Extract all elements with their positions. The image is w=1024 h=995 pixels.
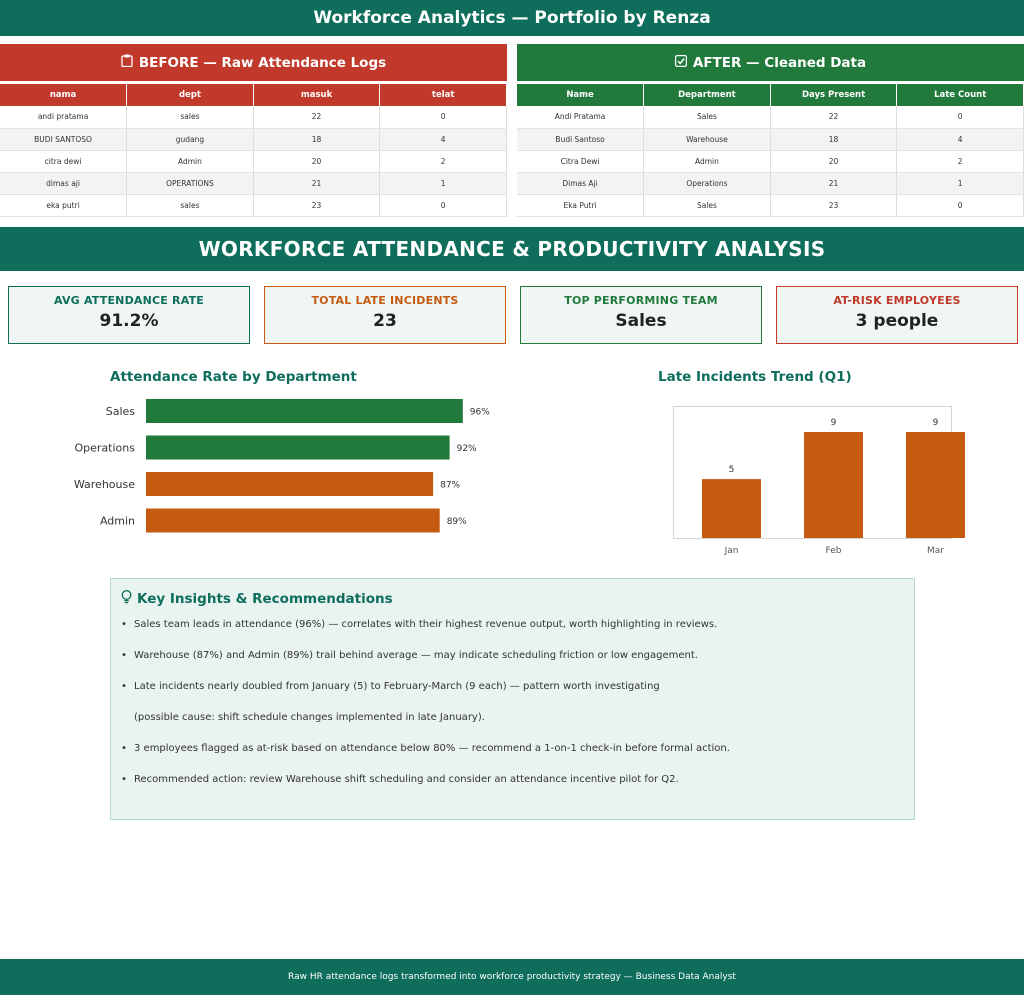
table-cell: 23 [253,194,380,216]
clean-data-table [517,84,1024,217]
data-label: 89% [446,517,467,527]
table-cell: 20 [770,150,897,172]
column-header: nama [0,84,127,106]
data-label: 9 [932,418,939,428]
table-row [0,106,507,128]
table-row [517,172,1024,194]
before-panel-title: BEFORE — Raw Attendance Logs [138,54,387,71]
insights-header [121,590,393,608]
table-cell: 0 [897,194,1024,216]
table-row [0,150,507,172]
kpi-value: Sales [615,311,667,331]
table-cell: dimas aji [0,172,127,194]
column-header: Name [517,84,644,106]
bar [146,509,440,533]
table-cell: OPERATIONS [127,172,254,194]
check-icon [675,55,687,71]
kpi-value: 91.2% [99,311,159,331]
tick-label: Mar [927,546,944,556]
kpi-card-at-risk [776,286,1018,344]
table-cell: 4 [380,128,507,150]
kpi-card-top-team [520,286,762,344]
insight-item [121,743,730,754]
category-label: Sales [105,405,135,418]
table-cell: Sales [644,106,771,128]
after-panel-header [517,44,1024,81]
table-cell: Dimas Aji [517,172,644,194]
column-header: Days Present [770,84,897,106]
column-header: Department [644,84,771,106]
category-label: Operations [74,441,135,455]
kpi-value: 3 people [855,311,939,331]
bullet-icon: • [121,743,127,754]
column-header: Late Count [897,84,1024,106]
table-cell: 18 [770,128,897,150]
table-cell: gudang [127,128,254,150]
table-cell: sales [127,106,254,128]
after-panel-title: AFTER — Cleaned Data [692,54,867,71]
bar [906,432,965,538]
insight-item [121,712,485,723]
tick-label: Feb [825,546,842,556]
table-row [0,172,507,194]
section-band [0,227,1024,271]
category-label: Warehouse [73,478,135,491]
bullet-icon: • [121,774,127,785]
lightbulb-icon [121,590,132,608]
table-cell: Andi Pratama [517,106,644,128]
attendance-rate-chart [0,392,520,542]
table-cell: Budi Santoso [517,128,644,150]
data-label: 96% [469,407,490,418]
column-header: masuk [253,84,380,106]
table-row [0,194,507,216]
table-cell: 0 [380,194,507,216]
kpi-label: AVG ATTENDANCE RATE [54,294,204,307]
column-header: telat [380,84,507,106]
before-panel-header [0,44,507,81]
bullet-icon: • [121,650,127,661]
footer [0,959,1024,995]
late-trend-chart-title: Late Incidents Trend (Q1) [658,369,852,385]
insight-text: Warehouse (87%) and Admin (89%) trail behind average — may indicate scheduling friction or low engagement. [134,650,698,661]
bar [702,479,761,538]
kpi-card-late-incidents [264,286,506,344]
bar [804,432,863,538]
insights-panel [110,578,915,820]
table-cell: Admin [127,150,254,172]
table-row [517,194,1024,216]
table-row [517,128,1024,150]
table-cell: Operations [644,172,771,194]
bar [146,399,463,423]
insight-text: (possible cause: shift schedule changes implemented in late January). [134,712,485,723]
table-cell: Eka Putri [517,194,644,216]
attendance-chart-title: Attendance Rate by Department [110,369,357,385]
table-cell: 22 [253,106,380,128]
table-cell: 18 [253,128,380,150]
after-panel [517,44,1024,217]
insight-text: Recommended action: review Warehouse shift scheduling and consider an attendance incentive pilot for Q2. [134,774,679,785]
table-cell: eka putri [0,194,127,216]
table-cell: 0 [380,106,507,128]
table-cell: 23 [770,194,897,216]
kpi-label: AT-RISK EMPLOYEES [833,294,961,307]
kpi-label: TOTAL LATE INCIDENTS [311,294,459,307]
bar [146,436,450,460]
table-cell: Admin [644,150,771,172]
table-cell: 0 [897,106,1024,128]
table-cell: Sales [644,194,771,216]
insight-item [121,681,660,692]
table-row [0,128,507,150]
table-row [517,106,1024,128]
table-cell: 20 [253,150,380,172]
bullet-icon: • [121,681,127,692]
kpi-value: 23 [373,311,397,331]
column-header: dept [127,84,254,106]
late-incidents-chart [660,400,980,560]
before-panel [0,44,507,217]
kpi-card-avg-attendance [8,286,250,344]
table-cell: 2 [897,150,1024,172]
category-label: Admin [99,514,135,528]
clipboard-icon [121,54,133,71]
kpi-label: TOP PERFORMING TEAM [564,294,718,307]
table-cell: 21 [253,172,380,194]
table-cell: sales [127,194,254,216]
table-cell: citra dewi [0,150,127,172]
table-cell: Warehouse [644,128,771,150]
page-title: Workforce Analytics — Portfolio by Renza [313,8,711,28]
insight-text: Sales team leads in attendance (96%) — correlates with their highest revenue output, worth highlighting in reviews. [134,619,718,630]
page-title-bar [0,0,1024,36]
data-label: 5 [728,465,735,476]
data-label: 87% [440,480,461,491]
table-cell: Citra Dewi [517,150,644,172]
table-row [517,150,1024,172]
table-cell: 21 [770,172,897,194]
data-label: 92% [456,444,477,454]
section-title: WORKFORCE ATTENDANCE & PRODUCTIVITY ANALYSIS [198,237,826,261]
table-cell: 22 [770,106,897,128]
tick-label: Jan [724,546,739,556]
insights-title: Key Insights & Recommendations [137,591,393,607]
bar [146,472,433,496]
insight-item [121,774,679,785]
bullet-icon: • [121,619,127,630]
table-cell: 1 [380,172,507,194]
insight-item [121,619,717,630]
insight-text: 3 employees flagged as at-risk based on attendance below 80% — recommend a 1-on-1 check-in before formal action. [134,743,730,754]
table-cell: 4 [897,128,1024,150]
raw-log-table [0,84,507,217]
insight-item [121,650,698,661]
table-cell: BUDI SANTOSO [0,128,127,150]
footer-text: Raw HR attendance logs transformed into workforce productivity strategy — Business Data Analyst [288,972,736,982]
insight-text: Late incidents nearly doubled from January (5) to February-March (9 each) — pattern worth investigating [134,681,660,692]
data-label: 9 [830,418,837,428]
table-cell: 1 [897,172,1024,194]
table-cell: andi pratama [0,106,127,128]
table-cell: 2 [380,150,507,172]
